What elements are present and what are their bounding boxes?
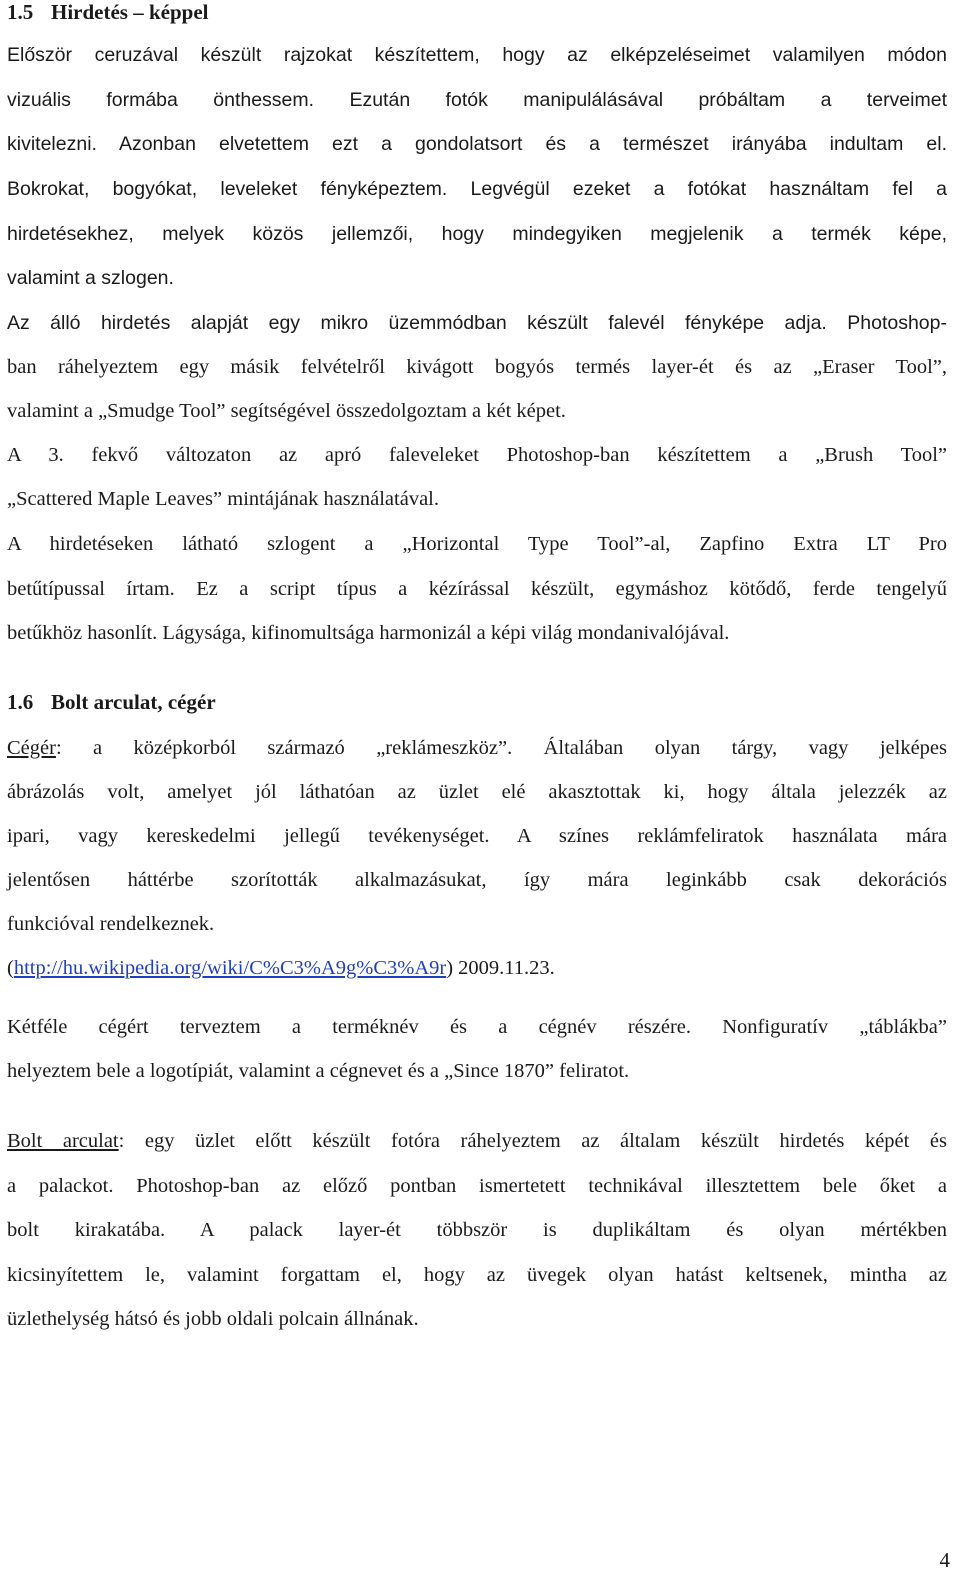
page-number: 4 [939, 1548, 950, 1572]
term-ceger: Cégér [7, 737, 56, 759]
reference-line [7, 955, 947, 981]
para1-line: valamint a szlogen. [7, 267, 174, 289]
para3-line: „Scattered Maple Leaves” mintájának használatával. [7, 488, 439, 510]
para7-line [7, 1128, 947, 1154]
para5-line [7, 735, 947, 761]
para2-line: ban ráhelyeztem egy másik felvételről kivágott bogyós termés layer-ét és az „Eraser Tool”, [7, 356, 947, 378]
para2-line: valamint a „Smudge Tool” segítségével összedolgoztam a két képet. [7, 400, 566, 422]
para1-line: Először ceruzával készült rajzokat készítettem, hogy az elképzeléseimet valamilyen módon [7, 44, 947, 66]
para1-line: vizuális formába önthessem. Ezután fotók manipulálásával próbáltam a terveimet [7, 89, 947, 111]
para1-line: hirdetésekhez, melyek közös jellemzői, hogy mindegyiken megjelenik a termék képe, [7, 223, 947, 245]
para4-line: A hirdetéseken látható szlogent a „Horizontal Type Tool”-al, Zapfino Extra LT Pro [7, 533, 947, 555]
term-bolt-arculat: Bolt arculat [7, 1130, 119, 1152]
para5-line: jelentősen háttérbe szorították alkalmazásukat, így mára leginkább csak dekorációs [7, 869, 947, 891]
para1-line: kivitelezni. Azonban elvetettem ezt a gondolatsort és a természet irányába indultam el. [7, 133, 947, 155]
para5-line: ipari, vagy kereskedelmi jellegű tevékenységet. A színes reklámfeliratok használata mára [7, 825, 947, 847]
reference-date: ) 2009.11.23. [446, 957, 555, 979]
para7-line: bolt kirakatába. A palack layer-ét többször is duplikáltam és olyan mértékben [7, 1219, 947, 1241]
para7-line: üzlethelység hátsó és jobb oldali polcain állnának. [7, 1308, 419, 1330]
para7-line: kicsinyítettem le, valamint forgattam el, hogy az üvegek olyan hatást keltsenek, mintha az [7, 1264, 947, 1286]
section-title: Hirdetés – képpel [51, 0, 209, 24]
para6-line: Kétféle cégért terveztem a terméknév és a cégnév részére. Nonfiguratív „táblákba” [7, 1016, 947, 1038]
para5-line: funkcióval rendelkeznek. [7, 913, 215, 935]
para3-line: A 3. fekvő változaton az apró faleveleket Photoshop-ban készítettem a „Brush Tool” [7, 444, 947, 466]
para1-line: Bokrokat, bogyókat, leveleket fényképeztem. Legvégül ezeket a fotókat használtam fel a [7, 178, 947, 200]
para5-line1-text: : a középkorból származó „reklámeszköz”. Általában olyan tárgy, vagy jelképes [55, 737, 947, 759]
section-number: 1.6 [7, 690, 34, 714]
reference-open: ( [7, 957, 14, 979]
section-number: 1.5 [7, 0, 34, 24]
para6-line: helyeztem bele a logotípiát, valamint a cégnevet és a „Since 1870” feliratot. [7, 1060, 630, 1082]
wikipedia-link[interactable]: http://hu.wikipedia.org/wiki/C%C3%A9g%C3%A9r [13, 957, 447, 979]
para2-line: Az álló hirdetés alapját egy mikro üzemmódban készült falevél fényképe adja. Photoshop- [7, 312, 947, 334]
para5-line: ábrázolás volt, amelyet jól láthatóan az üzlet elé akasztottak ki, hogy általa jelezzék az [7, 781, 947, 803]
section-heading-1-5 [7, 0, 209, 25]
section-title: Bolt arculat, cégér [51, 690, 216, 714]
para7-line1-text: : egy üzlet előtt készült fotóra ráhelyeztem az általam készült hirdetés képét és [118, 1130, 947, 1152]
para4-line: betűtípussal írtam. Ez a script típus a kézírással készült, egymáshoz kötődő, ferde tengelyű [7, 578, 947, 600]
section-heading-1-6 [7, 690, 216, 715]
para4-line: betűkhöz hasonlít. Lágysága, kifinomultsága harmonizál a képi világ mondanivalójával. [7, 622, 730, 644]
para7-line: a palackot. Photoshop-ban az előző pontban ismertetett technikával illesztettem bele őket a [7, 1175, 947, 1197]
